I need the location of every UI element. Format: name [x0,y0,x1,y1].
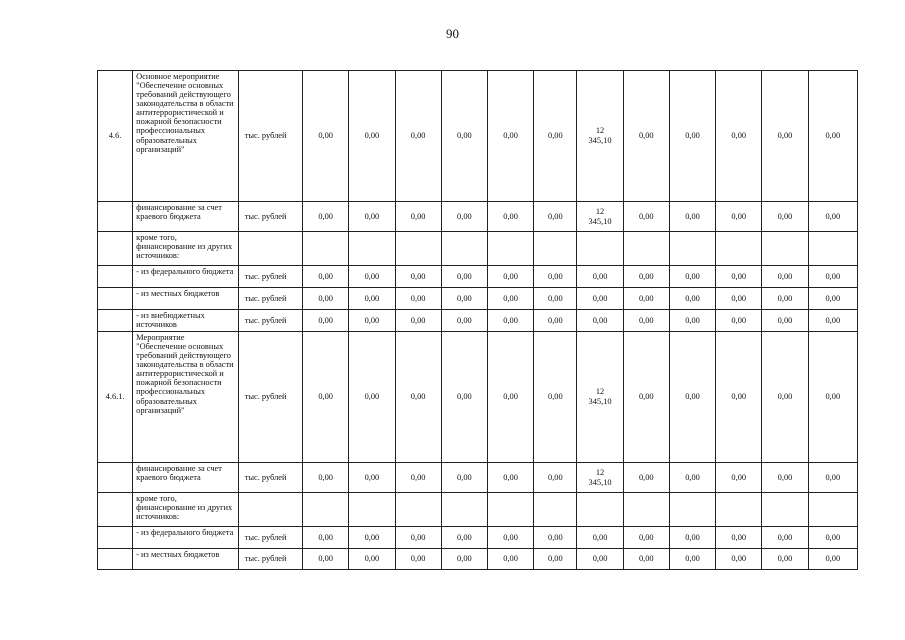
row-unit-cell: тыс. рублей [238,527,302,549]
table-row [98,332,858,463]
value-cell: 0,00 [716,310,762,332]
value-cell: 0,00 [441,310,487,332]
value-cell: 0,00 [623,71,669,202]
value-cell: 0,00 [395,71,441,202]
value-cell [441,232,487,266]
value-cell: 0,00 [669,332,715,463]
value-cell: 0,00 [349,202,395,232]
row-number-cell [98,266,133,288]
value-cell: 0,00 [669,310,715,332]
value-cell: 0,00 [395,202,441,232]
table-row [98,71,858,202]
value-cell [303,232,349,266]
value-cell: 0,00 [808,266,857,288]
row-unit-cell: тыс. рублей [238,463,302,493]
value-cell: 0,00 [716,288,762,310]
value-cell: 0,00 [808,202,857,232]
value-cell: 0,00 [487,332,533,463]
value-cell: 0,00 [395,463,441,493]
value-cell: 0,00 [303,202,349,232]
value-cell: 0,00 [623,549,669,570]
value-cell: 0,00 [762,202,808,232]
value-cell: 0,00 [669,463,715,493]
row-number-cell [98,527,133,549]
row-name-cell: - из федерального бюджета [133,266,239,288]
value-cell: 0,00 [762,527,808,549]
value-cell [534,493,577,527]
value-cell: 0,00 [762,310,808,332]
row-number-cell [98,493,133,527]
row-number-cell [98,202,133,232]
value-cell: 0,00 [808,71,857,202]
value-cell: 0,00 [669,71,715,202]
value-cell: 0,00 [669,266,715,288]
row-name-cell: Основное мероприятие "Обеспечение основных требований действующего законодательства в области антитеррористической и пожарной безопасности профессиональных образовательных организаций" [133,71,239,202]
value-cell: 0,00 [349,310,395,332]
value-cell: 0,00 [487,202,533,232]
value-cell: 0,00 [441,463,487,493]
value-cell: 0,00 [441,71,487,202]
value-cell: 0,00 [808,549,857,570]
value-cell: 0,00 [487,266,533,288]
value-cell: 0,00 [303,310,349,332]
value-cell [534,232,577,266]
value-cell: 0,00 [303,527,349,549]
value-cell: 0,00 [534,266,577,288]
row-name-cell: - из внебюджетных источников [133,310,239,332]
value-cell: 0,00 [716,266,762,288]
value-cell [577,493,623,527]
value-cell [669,493,715,527]
value-cell: 0,00 [441,527,487,549]
value-cell: 0,00 [534,549,577,570]
row-unit-cell: тыс. рублей [238,266,302,288]
row-name-cell: Мероприятие "Обеспечение основных требований действующего законодательства в области антитеррористической и пожарной безопасности профессиональных образовательных организаций" [133,332,239,463]
value-cell [349,232,395,266]
budget-table [97,70,858,570]
value-cell: 0,00 [808,310,857,332]
table-row [98,549,858,570]
value-cell [577,232,623,266]
value-cell: 0,00 [577,266,623,288]
value-cell: 0,00 [349,549,395,570]
value-cell: 0,00 [534,463,577,493]
value-cell [623,493,669,527]
value-cell: 0,00 [762,288,808,310]
value-cell: 0,00 [669,527,715,549]
page-number: 90 [446,26,459,41]
value-cell [395,232,441,266]
table-row [98,232,858,266]
row-unit-cell: тыс. рублей [238,71,302,202]
value-cell [349,493,395,527]
value-cell [487,232,533,266]
value-cell [577,332,623,463]
value-cell: 0,00 [716,71,762,202]
value-cell: 0,00 [808,527,857,549]
row-number-cell [98,463,133,493]
table-row [98,288,858,310]
row-unit-cell [238,493,302,527]
value-cell: 0,00 [487,71,533,202]
value-cell: 0,00 [534,202,577,232]
value-cell: 0,00 [808,463,857,493]
value-cell: 0,00 [534,527,577,549]
value-cell: 0,00 [349,527,395,549]
value-cell: 0,00 [487,310,533,332]
table-row [98,493,858,527]
value-cell: 0,00 [762,332,808,463]
value-cell: 0,00 [577,288,623,310]
value-cell: 0,00 [349,71,395,202]
value-cell: 0,00 [395,332,441,463]
value-cell: 0,00 [487,288,533,310]
value-cell: 0,00 [623,310,669,332]
table-row [98,310,858,332]
row-number-cell: 4.6. [98,71,133,202]
value-cell: 0,00 [762,266,808,288]
value-cell: 0,00 [441,266,487,288]
value-cell: 0,00 [716,332,762,463]
value-cell: 0,00 [808,332,857,463]
value-cell: 0,00 [762,71,808,202]
value-cell: 0,00 [349,288,395,310]
row-number-cell [98,232,133,266]
value-cell: 0,00 [395,310,441,332]
value-cell: 0,00 [623,463,669,493]
value-cell: 0,00 [577,549,623,570]
value-cell: 0,00 [303,332,349,463]
value-cell: 0,00 [395,288,441,310]
value-cell [716,232,762,266]
value-cell: 0,00 [623,288,669,310]
value-cell [441,493,487,527]
row-name-cell: - из местных бюджетов [133,549,239,570]
value-cell: 0,00 [534,288,577,310]
value-cell: 0,00 [669,202,715,232]
value-cell: 0,00 [716,527,762,549]
value-cell [808,232,857,266]
value-cell [577,202,623,232]
row-name-cell: кроме того, финансирование из других источников: [133,493,239,527]
value-cell: 0,00 [534,332,577,463]
value-cell: 0,00 [487,463,533,493]
row-name-cell: - из местных бюджетов [133,288,239,310]
table-row [98,266,858,288]
value-cell [808,493,857,527]
split-value: 12 345,10 [588,387,612,406]
split-value: 12 345,10 [588,467,612,487]
value-cell: 0,00 [716,202,762,232]
value-cell: 0,00 [623,202,669,232]
value-cell: 0,00 [395,549,441,570]
value-cell: 0,00 [441,332,487,463]
row-name-cell: кроме того, финансирование из других источников: [133,232,239,266]
value-cell [716,493,762,527]
value-cell: 0,00 [669,549,715,570]
value-cell: 0,00 [623,332,669,463]
value-cell [577,463,623,493]
row-name-cell: финансирование за счет краевого бюджета [133,463,239,493]
row-name-cell: - из федерального бюджета [133,527,239,549]
row-number-cell [98,288,133,310]
table-row [98,202,858,232]
value-cell: 0,00 [762,549,808,570]
value-cell: 0,00 [716,463,762,493]
value-cell: 0,00 [623,527,669,549]
split-value: 12 345,10 [588,126,612,145]
value-cell: 0,00 [303,549,349,570]
value-cell [762,493,808,527]
value-cell [669,232,715,266]
value-cell: 0,00 [623,266,669,288]
value-cell [487,493,533,527]
value-cell: 0,00 [441,288,487,310]
value-cell [762,232,808,266]
value-cell: 0,00 [716,549,762,570]
row-unit-cell: тыс. рублей [238,332,302,463]
value-cell: 0,00 [534,310,577,332]
value-cell: 0,00 [303,71,349,202]
row-unit-cell: тыс. рублей [238,288,302,310]
row-unit-cell: тыс. рублей [238,202,302,232]
value-cell: 0,00 [349,463,395,493]
value-cell [577,71,623,202]
value-cell: 0,00 [303,463,349,493]
value-cell: 0,00 [395,527,441,549]
value-cell [303,493,349,527]
value-cell: 0,00 [441,202,487,232]
value-cell: 0,00 [762,463,808,493]
value-cell [623,232,669,266]
value-cell: 0,00 [441,549,487,570]
value-cell: 0,00 [395,266,441,288]
row-number-cell [98,310,133,332]
value-cell: 0,00 [577,310,623,332]
row-number-cell: 4.6.1. [98,332,133,463]
row-name-cell: финансирование за счет краевого бюджета [133,202,239,232]
row-unit-cell: тыс. рублей [238,310,302,332]
value-cell: 0,00 [808,288,857,310]
value-cell: 0,00 [577,527,623,549]
row-number-cell [98,549,133,570]
value-cell: 0,00 [303,288,349,310]
table-row [98,527,858,549]
value-cell: 0,00 [487,527,533,549]
value-cell [395,493,441,527]
value-cell: 0,00 [349,332,395,463]
value-cell: 0,00 [349,266,395,288]
table-row [98,463,858,493]
split-value: 12 345,10 [588,206,612,226]
value-cell: 0,00 [669,288,715,310]
row-unit-cell [238,232,302,266]
value-cell: 0,00 [534,71,577,202]
value-cell: 0,00 [487,549,533,570]
value-cell: 0,00 [303,266,349,288]
row-unit-cell: тыс. рублей [238,549,302,570]
